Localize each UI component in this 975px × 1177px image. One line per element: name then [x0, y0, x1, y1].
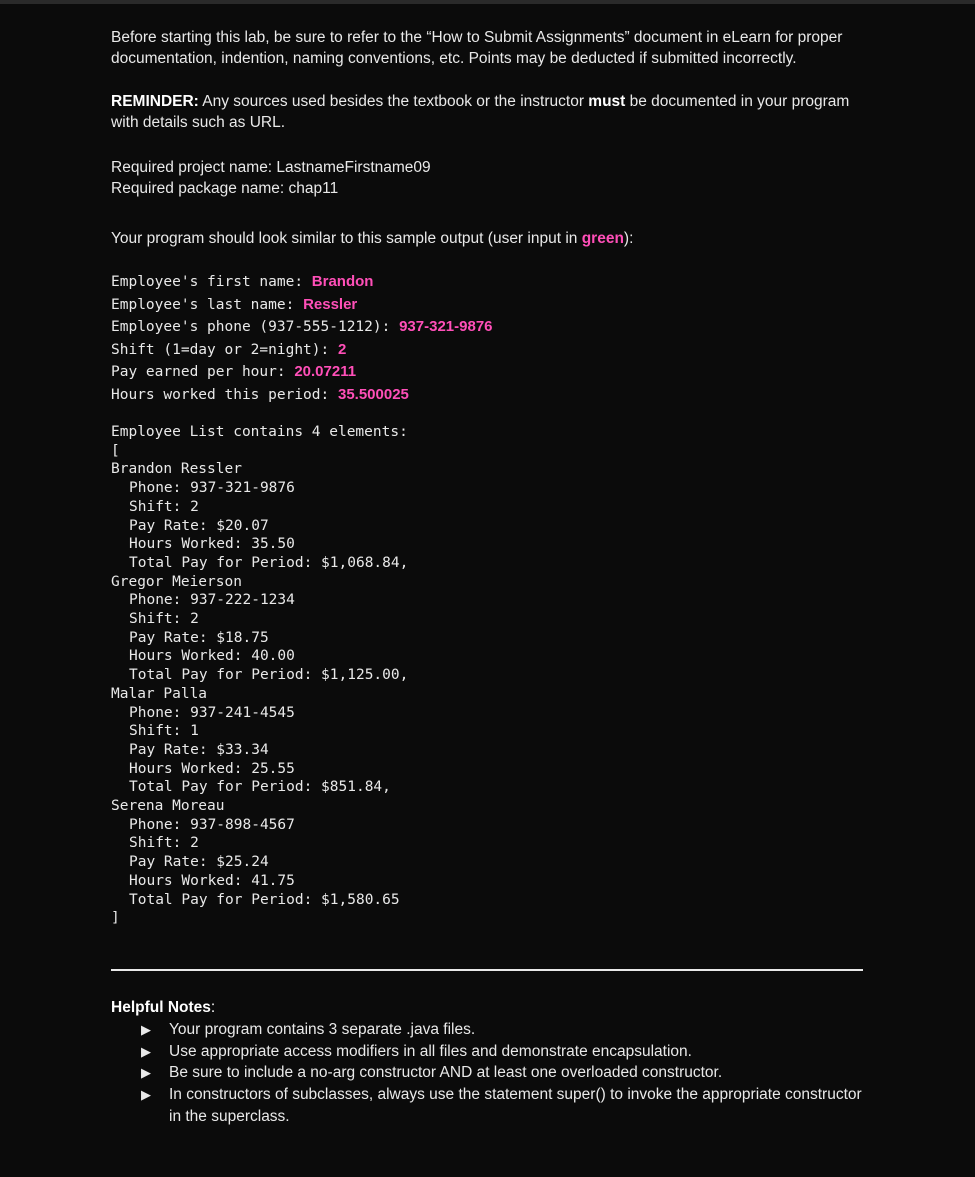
prompt-line: Employee's phone (937-555-1212): 937-321-9876	[111, 318, 493, 335]
list-header: Employee List contains 4 elements:	[111, 424, 408, 440]
employee-name: Malar Palla	[111, 685, 208, 702]
prompt-line: Hours worked this period: 35.500025	[111, 385, 409, 403]
list-item: ▶ Be sure to include a no-arg constructor AND at least one overloaded constructor.	[141, 1062, 871, 1084]
notes-title: Helpful Notes:	[111, 999, 216, 1016]
reminder-paragraph: REMINDER: Any sources used besides the textbook or the instructor must be documented in your program with details such as URL.	[111, 93, 850, 131]
project-name: Required project name: LastnameFirstname09	[111, 159, 431, 176]
prompt-block	[111, 271, 871, 406]
employee-record: Gregor Meierson Phone: 937-222-1234 Shift: 2 Pay Rate: $18.75 Hours Worked: 40.00 Total Pay for Period: $1,125.00,	[111, 573, 871, 685]
list-close-bracket: ]	[111, 910, 120, 927]
reminder-label: REMINDER:	[111, 93, 199, 110]
emphasis-must: must	[588, 93, 626, 110]
employee-name: Serena Moreau	[111, 798, 225, 815]
triangle-right-icon: ▶	[141, 1043, 151, 1059]
list-open-bracket: [	[111, 442, 120, 459]
sample-output-intro: Your program should look similar to this sample output (user input in green):	[111, 230, 634, 247]
horizontal-divider	[111, 969, 863, 971]
helpful-notes	[111, 999, 871, 1128]
top-border	[0, 0, 975, 4]
employee-list	[111, 423, 871, 928]
list-item: ▶ Your program contains 3 separate .java files.	[141, 1019, 871, 1041]
document-body	[111, 27, 871, 928]
employee-name: Brandon Ressler	[111, 461, 242, 478]
employee-name: Gregor Meierson	[111, 573, 242, 590]
prompt-line: Pay earned per hour: 20.07211	[111, 363, 357, 380]
package-name: Required package name: chap11	[111, 180, 339, 197]
triangle-right-icon: ▶	[141, 1087, 151, 1103]
list-item: ▶ In constructors of subclasses, always use the statement super() to invoke the appropriate constructor in the superclass.	[141, 1086, 862, 1125]
intro-paragraph: Before starting this lab, be sure to refer to the “How to Submit Assignments” document in eLearn for proper documentation, indention, naming conventions, etc. Points may be deducted if submitted incorrectly.	[111, 29, 843, 67]
notes-list	[111, 1019, 871, 1128]
prompt-line: Employee's last name: Ressler	[111, 295, 358, 313]
prompt-line: Shift (1=day or 2=night): 2	[111, 340, 347, 358]
employee-record: Brandon Ressler Phone: 937-321-9876 Shift: 2 Pay Rate: $20.07 Hours Worked: 35.50 Total Pay for Period: $1,068.84,	[111, 460, 871, 572]
triangle-right-icon: ▶	[141, 1022, 151, 1037]
triangle-right-icon: ▶	[141, 1065, 151, 1081]
employee-record: Malar Palla Phone: 937-241-4545 Shift: 1 Pay Rate: $33.34 Hours Worked: 25.55 Total Pay for Period: $851.84,	[111, 685, 871, 797]
employee-record: Serena Moreau Phone: 937-898-4567 Shift: 2 Pay Rate: $25.24 Hours Worked: 41.75 Total Pay for Period: $1,580.65	[111, 797, 871, 909]
list-item: ▶ Use appropriate access modifiers in all files and demonstrate encapsulation.	[141, 1041, 871, 1063]
prompt-line: Employee's first name: Brandon	[111, 273, 374, 290]
